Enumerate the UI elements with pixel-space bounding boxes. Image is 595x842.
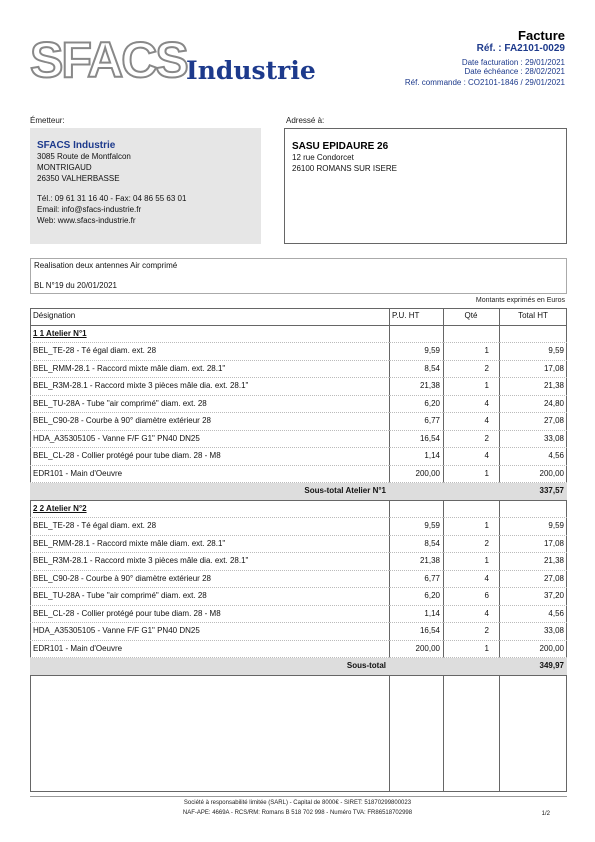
item-total: 200,00 <box>499 465 567 483</box>
invoice-subject <box>30 258 567 294</box>
destinataire-addr1: 12 rue Condorcet <box>292 153 354 162</box>
cell-empty <box>499 500 567 518</box>
item-designation: BEL_RMM-28.1 - Raccord mixte mâle diam. ext. 28.1" <box>30 360 389 378</box>
col-pu: P.U. HT <box>389 308 443 325</box>
item-total: 200,00 <box>499 640 567 658</box>
table-row <box>30 430 567 448</box>
table-row <box>30 378 567 396</box>
subtotal-amount: 349,97 <box>499 658 567 676</box>
item-total: 21,38 <box>499 553 567 571</box>
item-total: 33,08 <box>499 623 567 641</box>
table-row <box>30 465 567 483</box>
item-total: 37,20 <box>499 588 567 606</box>
item-designation: BEL_R3M-28.1 - Raccord mixte 3 pièces mâle dia. ext. 28.1" <box>30 378 389 396</box>
item-total: 24,80 <box>499 395 567 413</box>
table-row <box>30 623 567 641</box>
subject-line1: Realisation deux antennes Air comprimé <box>34 261 178 270</box>
item-designation: BEL_TE-28 - Té égal diam. ext. 28 <box>30 518 389 536</box>
section-row <box>30 500 567 518</box>
destinataire-label: Adressé à: <box>286 116 325 125</box>
table-row <box>30 518 567 536</box>
emetteur-box <box>30 128 261 244</box>
section-label: 1 1 Atelier N°1 <box>30 325 389 343</box>
item-total: 17,08 <box>499 535 567 553</box>
item-unit-price: 16,54 <box>389 430 443 448</box>
item-quantity: 1 <box>443 343 499 361</box>
item-designation: BEL_R3M-28.1 - Raccord mixte 3 pièces mâle dia. ext. 28.1" <box>30 553 389 571</box>
item-quantity: 4 <box>443 448 499 466</box>
emetteur-addr3: 26350 VALHERBASSE <box>37 174 120 183</box>
item-unit-price: 8,54 <box>389 535 443 553</box>
invoice-date: Date facturation : 29/01/2021 <box>461 58 565 67</box>
item-total: 33,08 <box>499 430 567 448</box>
invoice-ref: Réf. : FA2101-0029 <box>476 43 565 54</box>
item-unit-price: 9,59 <box>389 518 443 536</box>
company-logo <box>30 32 320 90</box>
item-designation: HDA_A35305105 - Vanne F/F G1" PN40 DN25 <box>30 623 389 641</box>
item-quantity: 4 <box>443 395 499 413</box>
item-total: 4,56 <box>499 448 567 466</box>
item-designation: HDA_A35305105 - Vanne F/F G1" PN40 DN25 <box>30 430 389 448</box>
cell-empty <box>389 500 443 518</box>
item-total: 9,59 <box>499 343 567 361</box>
item-designation: EDR101 - Main d'Oeuvre <box>30 640 389 658</box>
subtotal-row <box>30 483 567 501</box>
items-table <box>30 308 567 792</box>
emetteur-phone: Tél.: 09 61 31 16 40 - Fax: 04 86 55 63 01 <box>37 194 187 203</box>
emetteur-addr2: MONTRIGAUD <box>37 163 92 172</box>
item-unit-price: 200,00 <box>389 465 443 483</box>
table-row <box>30 605 567 623</box>
table-row <box>30 360 567 378</box>
emetteur-label: Émetteur: <box>30 116 65 125</box>
subtotal-amount: 337,57 <box>499 483 567 501</box>
due-date: Date échéance : 28/02/2021 <box>464 67 565 76</box>
table-row <box>30 553 567 571</box>
subtotal-label: Sous-total Atelier N°1 <box>30 483 389 501</box>
table-header-row <box>30 308 567 325</box>
cell-empty <box>443 483 499 501</box>
cell-empty <box>443 325 499 343</box>
item-designation: BEL_TU-28A - Tube "air comprimé" diam. ext. 28 <box>30 395 389 413</box>
item-total: 27,08 <box>499 413 567 431</box>
emetteur-addr1: 3085 Route de Montfalcon <box>37 152 131 161</box>
cell-empty <box>443 658 499 676</box>
item-unit-price: 1,14 <box>389 448 443 466</box>
item-unit-price: 6,77 <box>389 413 443 431</box>
item-designation: BEL_CL-28 - Collier protégé pour tube diam. 28 - M8 <box>30 605 389 623</box>
item-quantity: 1 <box>443 553 499 571</box>
cell-empty <box>389 658 443 676</box>
cell-empty <box>389 483 443 501</box>
item-designation: BEL_TE-28 - Té égal diam. ext. 28 <box>30 343 389 361</box>
table-row <box>30 640 567 658</box>
item-total: 27,08 <box>499 570 567 588</box>
subtotal-label: Sous-total <box>30 658 389 676</box>
table-row <box>30 570 567 588</box>
item-unit-price: 6,77 <box>389 570 443 588</box>
invoice-title: Facture <box>518 28 565 43</box>
subtotal-row <box>30 658 567 676</box>
destinataire-addr2: 26100 ROMANS SUR ISERE <box>292 164 397 173</box>
destinataire-name: SASU EPIDAURE 26 <box>292 141 389 152</box>
item-unit-price: 8,54 <box>389 360 443 378</box>
item-designation: BEL_CL-28 - Collier protégé pour tube diam. 28 - M8 <box>30 448 389 466</box>
item-quantity: 1 <box>443 465 499 483</box>
table-row <box>30 588 567 606</box>
order-ref: Réf. commande : CO2101-1846 / 29/01/2021 <box>404 78 565 87</box>
section-label: 2 2 Atelier N°2 <box>30 500 389 518</box>
item-quantity: 2 <box>443 623 499 641</box>
table-row <box>30 413 567 431</box>
item-total: 9,59 <box>499 518 567 536</box>
footer-legal-1: Société à responsabilité limitée (SARL) - Capital de 8000€ - SIRET: 51870299800023 <box>183 800 412 806</box>
emetteur-email: Email: info@sfacs-industrie.fr <box>37 205 142 214</box>
item-unit-price: 6,20 <box>389 588 443 606</box>
item-total: 4,56 <box>499 605 567 623</box>
item-total: 17,08 <box>499 360 567 378</box>
item-unit-price: 200,00 <box>389 640 443 658</box>
item-unit-price: 6,20 <box>389 395 443 413</box>
item-quantity: 4 <box>443 605 499 623</box>
item-designation: BEL_RMM-28.1 - Raccord mixte mâle diam. ext. 28.1" <box>30 535 389 553</box>
item-designation: BEL_C90-28 - Courbe à 90° diamètre extérieur 28 <box>30 413 389 431</box>
item-quantity: 2 <box>443 360 499 378</box>
page-number: 1/2 <box>541 811 550 817</box>
logo-word: Industrie <box>186 56 316 85</box>
table-row <box>30 535 567 553</box>
section-row <box>30 325 567 343</box>
item-quantity: 2 <box>443 430 499 448</box>
footer-legal-2: NAF-APE: 4669A - RCS/RM: Romans B 518 702 998 - Numéro TVA: FR86518702998 <box>182 810 413 816</box>
col-total: Total HT <box>499 308 567 325</box>
emetteur-web: Web: www.sfacs-industrie.fr <box>37 216 136 225</box>
item-total: 21,38 <box>499 378 567 396</box>
table-row <box>30 343 567 361</box>
item-quantity: 6 <box>443 588 499 606</box>
logo-mark: SFACS <box>30 32 187 88</box>
item-quantity: 2 <box>443 535 499 553</box>
col-qty: Qté <box>443 308 499 325</box>
cell-empty <box>499 325 567 343</box>
emetteur-name: SFACS Industrie <box>37 140 116 151</box>
item-designation: BEL_C90-28 - Courbe à 90° diamètre extérieur 28 <box>30 570 389 588</box>
col-designation: Désignation <box>30 308 389 325</box>
destinataire-box <box>284 128 567 244</box>
item-quantity: 1 <box>443 640 499 658</box>
item-unit-price: 9,59 <box>389 343 443 361</box>
footer-divider <box>30 796 567 797</box>
item-designation: BEL_TU-28A - Tube "air comprimé" diam. ext. 28 <box>30 588 389 606</box>
cell-empty <box>389 325 443 343</box>
item-unit-price: 21,38 <box>389 378 443 396</box>
item-designation: EDR101 - Main d'Oeuvre <box>30 465 389 483</box>
table-row <box>30 395 567 413</box>
item-unit-price: 21,38 <box>389 553 443 571</box>
item-unit-price: 1,14 <box>389 605 443 623</box>
cell-empty <box>443 500 499 518</box>
item-quantity: 1 <box>443 378 499 396</box>
item-quantity: 4 <box>443 570 499 588</box>
item-unit-price: 16,54 <box>389 623 443 641</box>
currency-note: Montants exprimés en Euros <box>475 297 565 304</box>
subject-line2: BL N°19 du 20/01/2021 <box>34 281 117 290</box>
item-quantity: 1 <box>443 518 499 536</box>
item-quantity: 4 <box>443 413 499 431</box>
table-row <box>30 448 567 466</box>
